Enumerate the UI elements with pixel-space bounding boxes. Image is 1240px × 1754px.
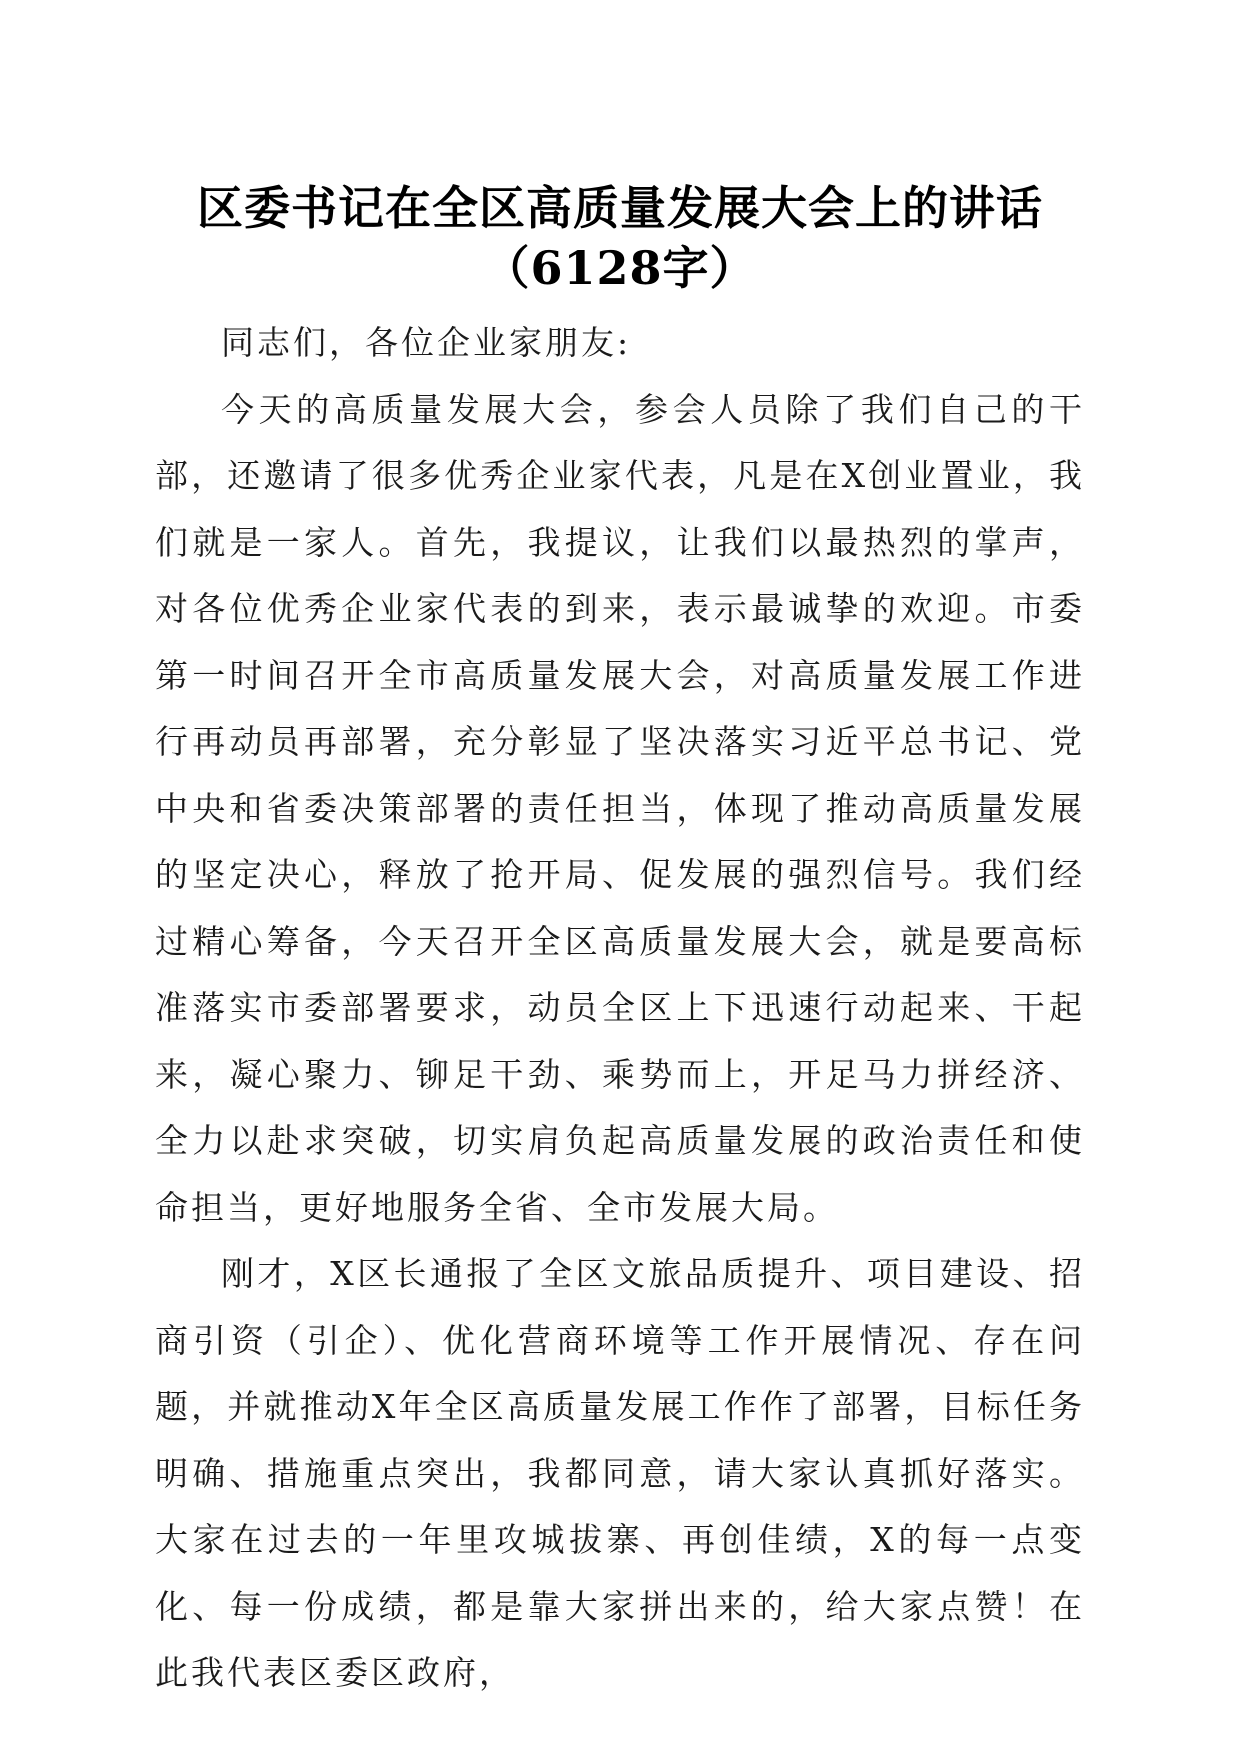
paragraph-1: 今天的高质量发展大会，参会人员除了我们自己的干部，还邀请了很多优秀企业家代表，凡是在X创业置业，我们就是一家人。首先，我提议，让我们以最热烈的掌声，对各位优秀企业家代表的到来，表示最诚挚的欢迎。市委第一时间召开全市高质量发展大会，对高质量发展工作进行再动员再部署，充分彰显了坚决落实习近平总书记、党中央和省委决策部署的责任担当，体现了推动高质量发展的坚定决心，释放了抢开局、促发展的强烈信号。我们经过精心筹备，今天召开全区高质量发展大会，就是要高标准落实市委部署要求，动员全区上下迅速行动起来、干起来，凝心聚力、铆足干劲、乘势而上，开足马力拼经济、全力以赴求突破，切实肩负起高质量发展的政治责任和使命担当，更好地服务全省、全市发展大局。: [155, 389, 1085, 1227]
paragraph-2: 刚才，X区长通报了全区文旅品质提升、项目建设、招商引资（引企）、优化营商环境等工作开展情况、存在问题，并就推动X年全区高质量发展工作作了部署，目标任务明确、措施重点突出，我都同意，请大家认真抓好落实。大家在过去的一年里攻城拔寨、再创佳绩，X的每一点变化、每一份成绩，都是靠大家拼出来的，给大家点赞！在此我代表区委区政府，: [155, 1254, 1085, 1692]
document-word-count: （6128字）: [483, 241, 757, 295]
salutation: 同志们，各位企业家朋友:: [221, 323, 632, 362]
document-title: 区委书记在全区高质量发展大会上的讲话: [197, 181, 1043, 235]
document-body: [155, 310, 1085, 1707]
